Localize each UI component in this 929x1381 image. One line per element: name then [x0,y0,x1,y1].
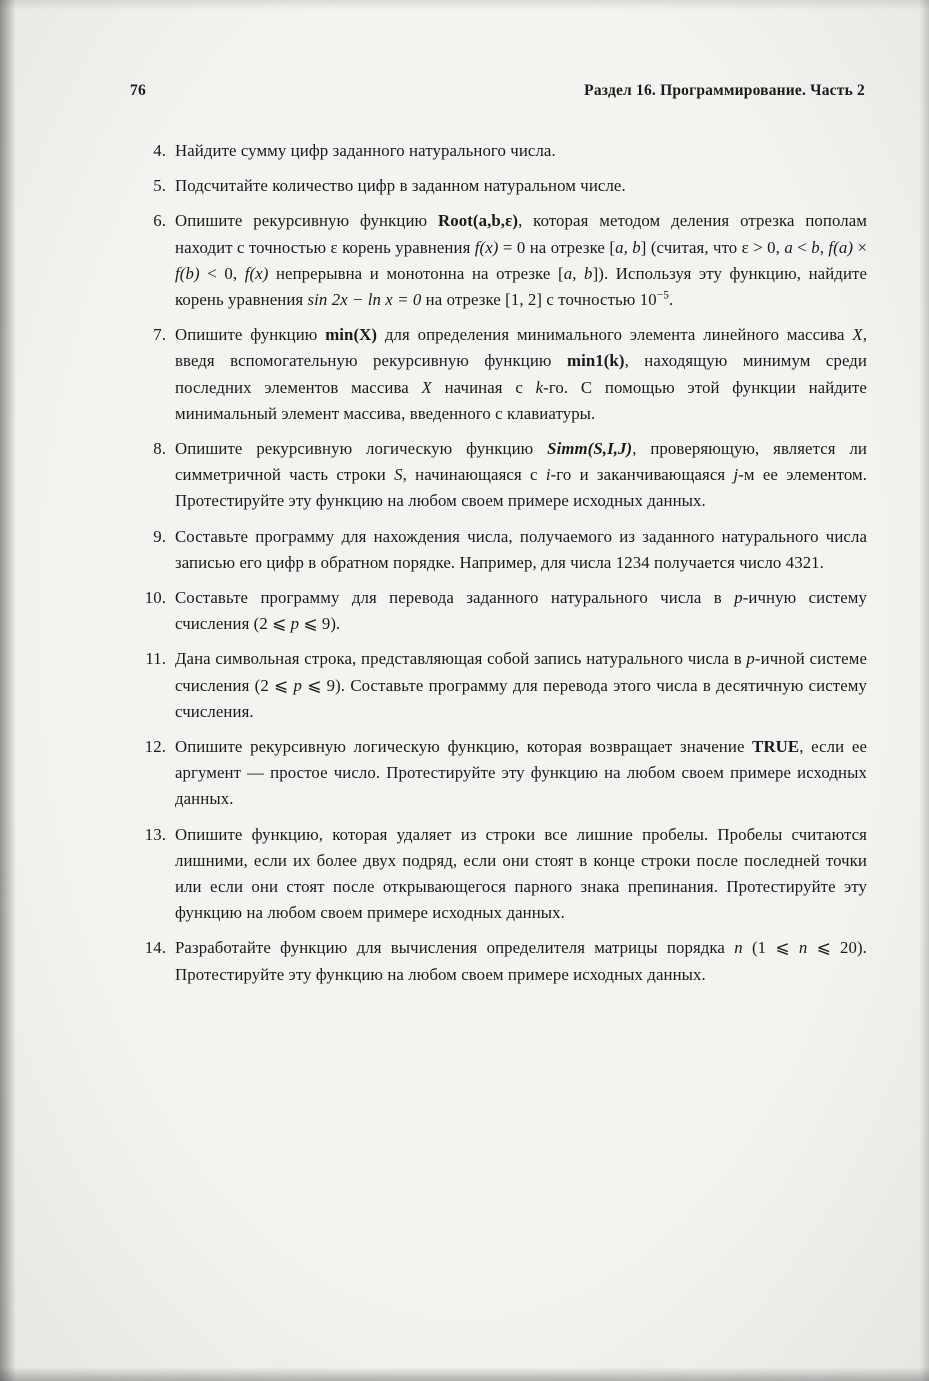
page-content [128,82,867,997]
list-item [128,646,867,725]
item-number: 9. [153,526,166,546]
item-number: 4. [153,141,166,160]
item-number: 6. [153,211,166,231]
page-number: 76 [130,82,146,99]
item-text: Дана символьная строка, представляющая собой запись натурального числа в p-ичной системе счисления (2 ⩽ p ⩽ 9). Составьте программу для перевода этого числа в десятичную систему счисления. [175,649,867,721]
list-item [128,734,867,813]
item-text: Опишите рекурсивную функцию Root(a,b,ε), которая методом деления отрезка пополам находит с точностью ε корень уравнения f(x) = 0 на отрезке [a, b] (считая, что ε > 0, a < b, f(a) × f(b) < 0, f(x) непрерывна и монотонна на отрезке [a, b]). Используя эту функцию, найдите корень уравнения sin 2x − ln x = 0 на отрезке [1, 2] с точностью $10^{-5}$. [175,211,868,310]
item-text: Подсчитайте количество цифр в заданном натуральном числе. [175,176,626,196]
item-number: 5. [153,176,166,196]
item-number: 7. [153,325,166,345]
exercise-list [128,138,867,988]
list-item [128,935,867,987]
item-text: Разработайте функцию для вычисления определителя матрицы порядка n (1 ⩽ n ⩽ 20). Протестируйте эту функцию на любом своем примере исходных данных. [175,938,867,984]
list-item [128,822,867,927]
list-item [128,138,867,164]
item-text: Найдите сумму цифр заданного натурального числа. [175,141,556,160]
running-title: Раздел 16. Программирование. Часть 2 [584,82,865,99]
item-text: Опишите рекурсивную логическую функцию Simm(S,I,J), проверяющую, является ли симметричной часть строки S, начинающаяся с i-го и заканчивающаяся j-м ее элементом. Протестируйте эту функцию на любом своем примере исходных данных. [175,439,867,511]
item-text: Опишите функцию, которая удаляет из строки все лишние пробелы. Пробелы считаются лишними, если их более двух подряд, если они стоят в конце строки после последней точки или если они стоят после открывающегося парного знака препинания. Протестируйте эту функцию на любом своем примере исходных данных. [175,824,867,923]
item-number: 11. [145,649,166,669]
item-number: 10. [144,588,166,608]
item-number: 12. [144,737,166,757]
list-item [128,173,867,199]
item-number: 8. [153,439,166,459]
item-text: Опишите функцию min(X) для определения минимального элемента линейного массива X, введя вспомогательную рекурсивную функцию min1(k), находящую минимум среди последних элементов массива X начиная с k-го. С помощью этой функции найдите минимальный элемент массива, введенного с клавиатуры. [175,325,867,423]
list-item [128,208,867,313]
list-item [128,585,867,637]
item-text: Опишите рекурсивную логическую функцию, которая возвращает значение TRUE, если ее аргумент — простое число. Протестируйте эту функцию на любом своем примере исходных данных. [175,737,867,809]
page-header [128,82,867,100]
list-item [128,524,867,576]
list-item [128,436,867,515]
item-number: 14. [144,938,166,958]
item-text: Составьте программу для нахождения числа, получаемого из заданного натурального числа записью его цифр в обратном порядке. Например, для числа 1234 получается число 4321. [175,526,867,572]
item-text: Составьте программу для перевода заданного натурального числа в p-ичную систему счисления (2 ⩽ p ⩽ 9). [175,588,867,634]
item-number: 13. [144,824,166,844]
list-item [128,322,867,427]
